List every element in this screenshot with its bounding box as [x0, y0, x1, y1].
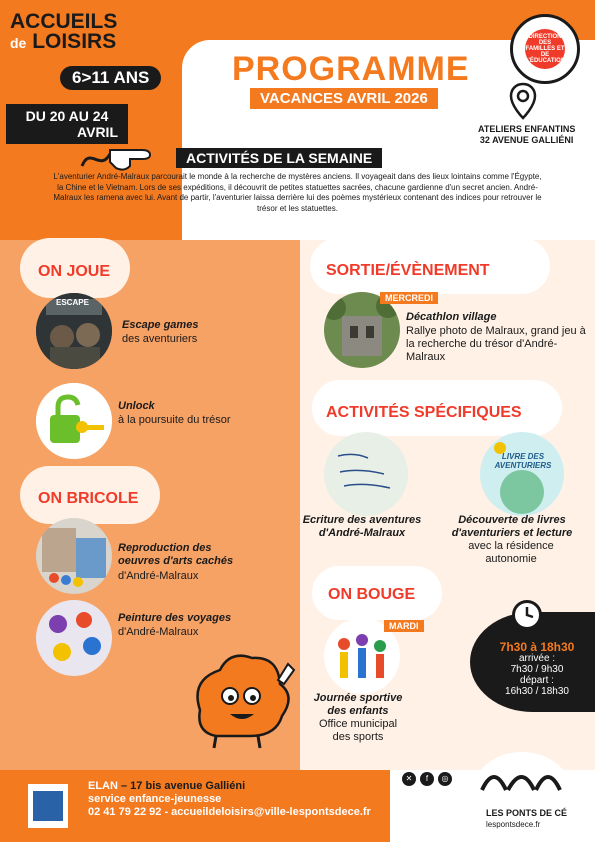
vacances-label: VACANCES AVRIL 2026 — [250, 88, 438, 109]
reproduction-photo — [36, 518, 112, 594]
week-activities-title: ACTIVITÉS DE LA SEMAINE — [176, 148, 382, 168]
clock-icon — [512, 600, 542, 630]
facebook-icon[interactable]: f — [420, 772, 434, 786]
on-joue-heading: ON JOUE — [38, 263, 111, 280]
footer-address: ELAN – 17 bis avenue Galliéni service enfance-jeunesse 02 41 79 22 92 - accueildeloisirs@ville-lespontsdece.fr — [88, 780, 371, 818]
ecriture-title: Ecriture des aventures d'André-Malraux — [302, 514, 422, 539]
escape-game-title: Escape games — [122, 319, 199, 331]
ponts-logo-text: LES PONTS DE CÉ — [486, 808, 568, 818]
seal-inner: DIRECTION DES FAMILLES ET DE L'ÉDUCATION — [525, 29, 565, 69]
escape-sign-label: ESCAPE — [56, 298, 89, 307]
on-bricole-heading: ON BRICOLE — [38, 490, 139, 507]
escape-game-sub: des aventuriers — [122, 333, 198, 345]
hours-text: 7h30 à 18h30 arrivée : 7h30 / 9h30 départ : 16h30 / 18h30 — [499, 640, 575, 697]
livre-cover-text: LIVRE DES AVENTURIERS — [494, 452, 552, 470]
specifiques-heading: ACTIVITÉS SPÉCIFIQUES — [326, 404, 522, 421]
programme-title: PROGRAMME — [232, 50, 470, 88]
unlock-photo — [36, 383, 112, 459]
pointing-hand-icon — [80, 136, 160, 176]
twitter-icon[interactable]: ✕ — [402, 772, 416, 786]
website-link[interactable]: lespontsdece.fr — [486, 820, 541, 829]
unlock-title: Unlock — [118, 400, 155, 412]
mascot-illustration — [180, 640, 300, 750]
livre-sub: avec la résidence autonomie — [468, 540, 554, 565]
reproduction-title: Reproduction des oeuvres d'arts cachés — [118, 542, 234, 567]
unlock-sub: à la poursuite du trésor — [118, 414, 231, 426]
age-badge: 6>11 ANS — [60, 66, 161, 90]
accueils-title: ACCUEILS de LOISIRS — [10, 10, 118, 53]
mercredi-tag: MERCREDI — [380, 292, 438, 304]
unesco-logo — [326, 770, 396, 784]
ecriture-photo — [324, 432, 408, 516]
decathlon-title: Décathlon village — [406, 311, 497, 323]
peinture-title: Peinture des voyages — [118, 612, 232, 624]
decathlon-sub: Rallye photo de Malraux, grand jeu à la recherche du trésor d'André-Malraux — [406, 325, 586, 363]
peinture-sub: d'André-Malraux — [118, 626, 199, 638]
date-box: DU 20 AU 24 AVRIL — [6, 104, 128, 144]
atelier-address: ATELIERS ENFANTINS 32 AVENUE GALLIÉNI — [478, 124, 576, 145]
story-intro: L'aventurier André-Malraux parcourait le monde à la recherche de mystères anciens. Il voyageait dans des lieux lointains comme l'Égypte, la Chine et le Vietnam. Lors de ses expéditions, il découvrit de petites statuettes sacrées, chacune gardienne d'un secret ancien. André-Malraux les ramena avec lui. Avant de partir, l'aventurier laissa derrière lui des poèmes mystérieux contenant des indices pour retrouver le trésor et les statuettes. — [53, 172, 542, 213]
sport-sub: Office municipal des sports — [318, 718, 398, 743]
sport-title: Journée sportive des enfants — [313, 692, 403, 717]
ponts-de-ce-logo — [472, 752, 572, 804]
peinture-photo — [36, 600, 112, 676]
reproduction-sub: d'André-Malraux — [118, 570, 199, 582]
livre-title: Découverte de livres d'aventuriers et lecture — [451, 514, 573, 539]
on-bouge-heading: ON BOUGE — [328, 586, 416, 603]
sortie-heading: SORTIE/ÉVÈNEMENT — [326, 262, 490, 279]
mardi-tag: MARDI — [384, 620, 424, 632]
direction-seal — [510, 14, 580, 84]
email-link[interactable]: - accueildeloisirs@ville-lespontsdece.fr — [161, 806, 371, 818]
livre-photo — [480, 432, 564, 516]
caf-logo — [28, 784, 68, 828]
instagram-icon[interactable]: ◎ — [438, 772, 452, 786]
map-pin-icon — [508, 82, 538, 122]
